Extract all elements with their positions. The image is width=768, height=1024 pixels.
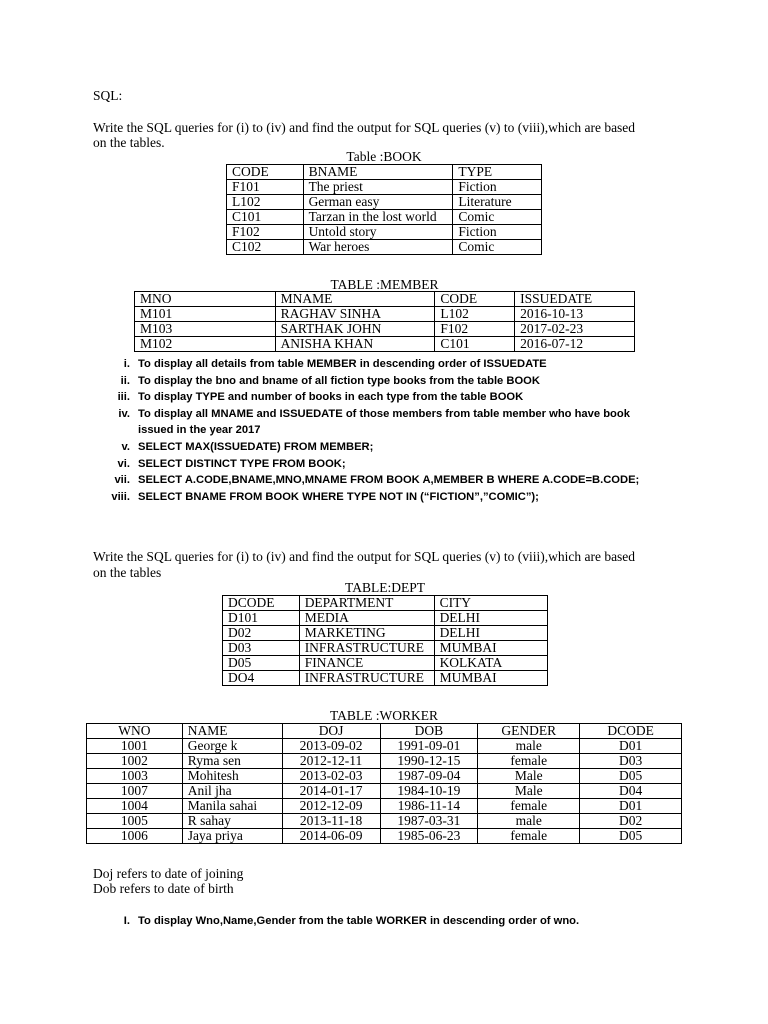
table-cell: D01 <box>580 799 682 814</box>
note-dob: Dob refers to date of birth <box>93 881 234 896</box>
table-cell: Male <box>478 769 580 784</box>
table-cell: DO4 <box>223 671 300 686</box>
table-cell: D02 <box>223 626 300 641</box>
book-table <box>226 164 542 255</box>
question-number: i. <box>123 358 130 370</box>
table-cell: INFRASTRUCTURE <box>299 671 434 686</box>
table-cell: 1002 <box>87 754 183 769</box>
worker-table <box>86 723 682 844</box>
table-row <box>227 210 542 225</box>
table-cell: Male <box>478 784 580 799</box>
table-row <box>87 829 682 844</box>
table-cell: C102 <box>227 240 304 255</box>
table-row <box>223 626 548 641</box>
question-number: vii. <box>114 474 130 487</box>
table-cell: MEDIA <box>299 611 434 626</box>
question-item <box>90 913 710 930</box>
table-header-cell: TYPE <box>453 165 542 180</box>
table-cell: Fiction <box>453 225 542 240</box>
table-cell: 2016-10-13 <box>515 307 635 322</box>
question-item <box>90 373 710 390</box>
table-cell: 1990-12-15 <box>380 754 478 769</box>
table-header-cell: DEPARTMENT <box>299 596 434 611</box>
table-cell: Manila sahai <box>182 799 282 814</box>
table-cell: D05 <box>223 656 300 671</box>
table-row <box>87 784 682 799</box>
table-row <box>223 641 548 656</box>
member-table-caption: TABLE :MEMBER <box>330 277 439 292</box>
section2-question-list <box>90 913 710 930</box>
table-cell: C101 <box>227 210 304 225</box>
table-header-row <box>135 292 635 307</box>
table-cell: 2013-11-18 <box>282 814 380 829</box>
table-cell: female <box>478 799 580 814</box>
table-header-cell: MNAME <box>275 292 435 307</box>
question-text: To display Wno,Name,Gender from the table WORKER in descending order of wno. <box>138 915 580 927</box>
question-item <box>90 389 710 406</box>
section1-question-list <box>90 356 710 505</box>
table-cell: MARKETING <box>299 626 434 641</box>
table-cell: RAGHAV SINHA <box>275 307 435 322</box>
table-header-cell: CODE <box>435 292 515 307</box>
table-cell: George k <box>182 739 282 754</box>
table-cell: MUMBAI <box>434 671 547 686</box>
table-cell: L102 <box>435 307 515 322</box>
table-row <box>135 322 635 337</box>
dept-table-caption: TABLE:DEPT <box>345 580 425 595</box>
table-row <box>223 656 548 671</box>
table-row <box>87 814 682 829</box>
table-cell: male <box>478 739 580 754</box>
table-cell: 2012-12-09 <box>282 799 380 814</box>
question-item <box>90 406 710 423</box>
table-header-row <box>87 724 682 739</box>
table-cell: D04 <box>580 784 682 799</box>
table-cell: D101 <box>223 611 300 626</box>
table-cell: 1005 <box>87 814 183 829</box>
question-number: viii. <box>111 490 130 503</box>
table-row <box>135 307 635 322</box>
table-header-row <box>223 596 548 611</box>
table-cell: Comic <box>453 240 542 255</box>
question-item <box>90 356 710 373</box>
table-cell: DELHI <box>434 626 547 641</box>
table-cell: 1984-10-19 <box>380 784 478 799</box>
table-cell: 1986-11-14 <box>380 799 478 814</box>
question-text: To display all MNAME and ISSUEDATE of those members from table member who have book <box>138 407 630 420</box>
table-header-cell: BNAME <box>303 165 453 180</box>
table-header-cell: DOB <box>380 724 478 739</box>
table-cell: 2012-12-11 <box>282 754 380 769</box>
table-cell: D03 <box>223 641 300 656</box>
table-cell: female <box>478 754 580 769</box>
question-text: SELECT DISTINCT TYPE FROM BOOK; <box>138 457 346 470</box>
question-text: SELECT A.CODE,BNAME,MNO,MNAME FROM BOOK A,MEMBER B WHERE A.CODE=B.CODE; <box>138 474 640 487</box>
question-text: issued in the year 2017 <box>138 424 261 437</box>
table-header-cell: GENDER <box>478 724 580 739</box>
question-number: ii. <box>120 374 130 387</box>
table-header-cell: NAME <box>182 724 282 739</box>
table-cell: L102 <box>227 195 304 210</box>
table-cell: 1987-09-04 <box>380 769 478 784</box>
table-cell: Tarzan in the lost world <box>303 210 453 225</box>
question-text: To display the bno and bname of all fiction type books from the table BOOK <box>138 374 540 387</box>
table-header-cell: DCODE <box>223 596 300 611</box>
table-cell: M103 <box>135 322 276 337</box>
question-number: iii. <box>117 391 130 404</box>
table-header-row <box>227 165 542 180</box>
table-row <box>135 337 635 352</box>
table-cell: R sahay <box>182 814 282 829</box>
table-cell: D03 <box>580 754 682 769</box>
question-text: To display TYPE and number of books in each type from the table BOOK <box>138 391 524 404</box>
table-header-cell: DOJ <box>282 724 380 739</box>
question-item <box>90 456 710 473</box>
question-text: To display all details from table MEMBER in descending order of ISSUEDATE <box>138 358 547 370</box>
table-header-cell: CODE <box>227 165 304 180</box>
table-header-cell: WNO <box>87 724 183 739</box>
table-cell: Fiction <box>453 180 542 195</box>
table-cell: 2013-09-02 <box>282 739 380 754</box>
table-cell: Comic <box>453 210 542 225</box>
table-cell: 1987-03-31 <box>380 814 478 829</box>
table-cell: War heroes <box>303 240 453 255</box>
table-cell: C101 <box>435 337 515 352</box>
question-item <box>90 489 710 506</box>
table-cell: M101 <box>135 307 276 322</box>
table-row <box>227 180 542 195</box>
table-cell: F102 <box>227 225 304 240</box>
table-cell: M102 <box>135 337 276 352</box>
question-number: v. <box>121 440 130 453</box>
table-cell: Ryma sen <box>182 754 282 769</box>
table-header-cell: CITY <box>434 596 547 611</box>
table-cell: 1985-06-23 <box>380 829 478 844</box>
table-cell: female <box>478 829 580 844</box>
table-cell: male <box>478 814 580 829</box>
table-header-cell: MNO <box>135 292 276 307</box>
table-cell: D01 <box>580 739 682 754</box>
table-cell: 2014-01-17 <box>282 784 380 799</box>
worker-table-caption: TABLE :WORKER <box>329 708 439 723</box>
section1-intro-line2: on the tables. <box>93 135 165 150</box>
table-header-cell: ISSUEDATE <box>515 292 635 307</box>
table-row <box>223 671 548 686</box>
question-text: SELECT BNAME FROM BOOK WHERE TYPE NOT IN (“FICTION”,”COMIC”); <box>138 490 539 503</box>
table-cell: 1006 <box>87 829 183 844</box>
table-cell: Anil jha <box>182 784 282 799</box>
section2-intro-line1: Write the SQL queries for (i) to (iv) and find the output for SQL queries (v) to (viii),which are based <box>93 549 636 564</box>
question-item <box>90 472 710 489</box>
table-cell: FINANCE <box>299 656 434 671</box>
table-row <box>227 195 542 210</box>
table-cell: 1001 <box>87 739 183 754</box>
table-cell: 2016-07-12 <box>515 337 635 352</box>
table-row <box>227 240 542 255</box>
table-cell: 1991-09-01 <box>380 739 478 754</box>
table-cell: SARTHAK JOHN <box>275 322 435 337</box>
section1-intro-line1: Write the SQL queries for (i) to (iv) and find the output for SQL queries (v) to (viii),which are based <box>93 120 636 135</box>
table-cell: F102 <box>435 322 515 337</box>
member-table <box>134 291 635 352</box>
table-row <box>87 739 682 754</box>
table-row <box>87 769 682 784</box>
table-row <box>227 225 542 240</box>
question-text: SELECT MAX(ISSUEDATE) FROM MEMBER; <box>138 440 374 453</box>
table-cell: 1004 <box>87 799 183 814</box>
table-header-cell: DCODE <box>580 724 682 739</box>
question-item <box>90 439 710 456</box>
table-cell: 2013-02-03 <box>282 769 380 784</box>
question-number: vi. <box>117 457 130 470</box>
table-row <box>223 611 548 626</box>
note-doj: Doj refers to date of joining <box>93 866 244 881</box>
table-cell: 2014-06-09 <box>282 829 380 844</box>
table-cell: Untold story <box>303 225 453 240</box>
table-cell: Jaya priya <box>182 829 282 844</box>
table-cell: 2017-02-23 <box>515 322 635 337</box>
table-cell: F101 <box>227 180 304 195</box>
dept-table <box>222 595 548 686</box>
question-number: iv. <box>118 407 130 420</box>
section2-intro-line2: on the tables <box>93 565 162 580</box>
table-cell: D02 <box>580 814 682 829</box>
table-row <box>87 754 682 769</box>
table-cell: The priest <box>303 180 453 195</box>
table-cell: Mohitesh <box>182 769 282 784</box>
table-cell: ANISHA KHAN <box>275 337 435 352</box>
table-cell: German easy <box>303 195 453 210</box>
book-table-caption: Table :BOOK <box>346 149 422 164</box>
table-cell: MUMBAI <box>434 641 547 656</box>
question-item <box>90 422 710 439</box>
question-number: I. <box>123 915 130 927</box>
table-cell: KOLKATA <box>434 656 547 671</box>
page-heading: SQL: <box>93 88 123 103</box>
table-row <box>87 799 682 814</box>
table-cell: 1003 <box>87 769 183 784</box>
table-cell: Literature <box>453 195 542 210</box>
table-cell: D05 <box>580 769 682 784</box>
table-cell: 1007 <box>87 784 183 799</box>
table-cell: DELHI <box>434 611 547 626</box>
table-cell: D05 <box>580 829 682 844</box>
table-cell: INFRASTRUCTURE <box>299 641 434 656</box>
